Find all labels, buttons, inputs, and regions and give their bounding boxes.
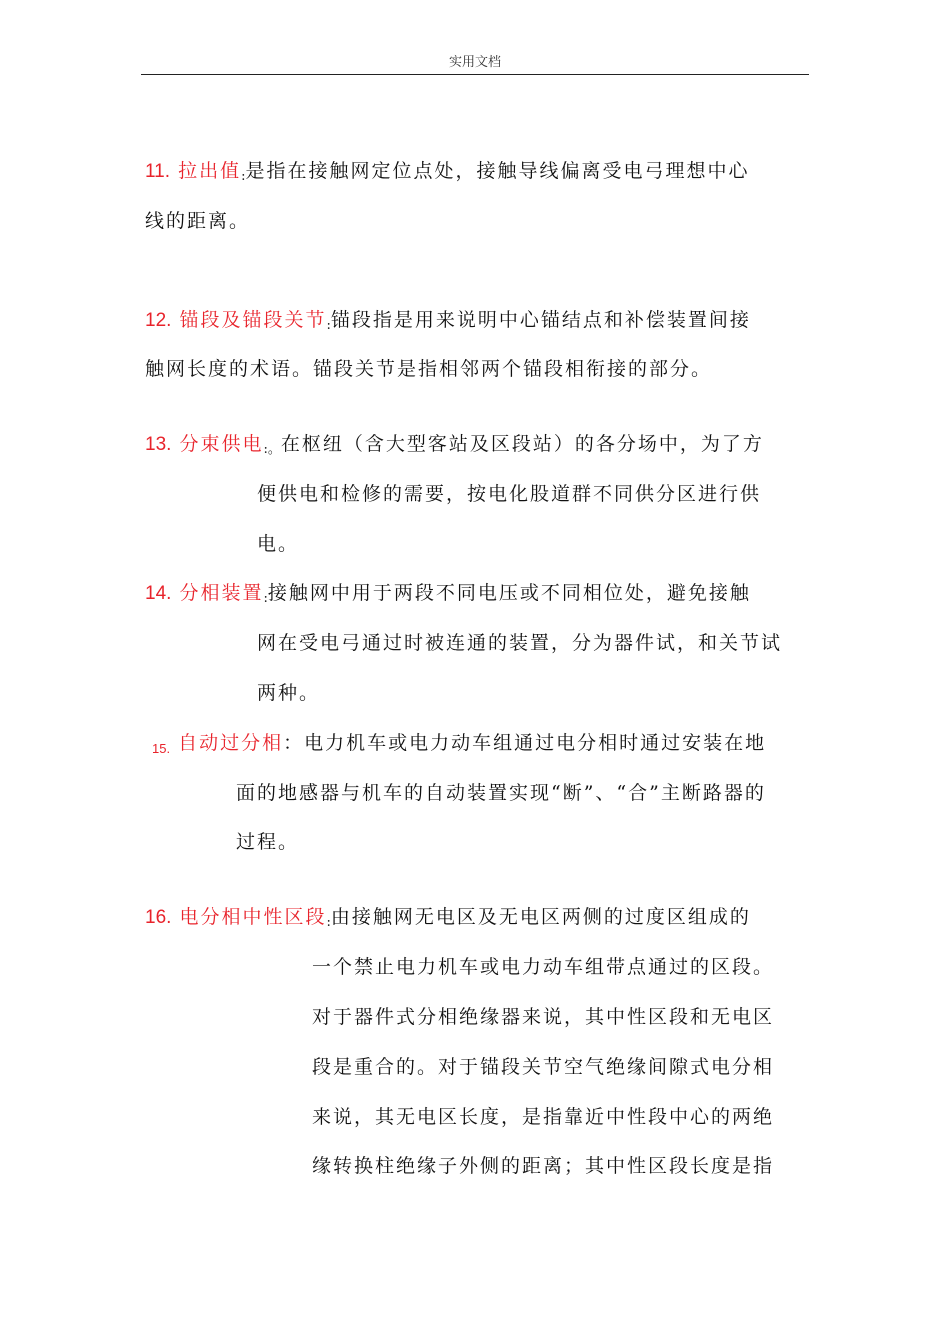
- entry-separator: :: [241, 169, 246, 184]
- entry-text-line: 过程。: [236, 831, 300, 853]
- entry-text-line: 是指在接触网定位点处，接触导线偏离受电弓理想中心: [245, 160, 750, 182]
- entry-separator: ：: [283, 732, 305, 754]
- entry-term: 电分相中性区段: [179, 906, 327, 928]
- entry-term: 锚段及锚段关节: [179, 309, 327, 331]
- entry-separator: :: [326, 915, 331, 930]
- entry-text-line: 接触网中用于两段不同电压或不同相位处，避免接触: [267, 582, 751, 604]
- entry-text-line: 锚段指是用来说明中心锚结点和补偿装置间接: [330, 309, 751, 331]
- entry-text-line: 面的地感器与机车的自动装置实现“断”、“合”主断路器的: [236, 782, 766, 804]
- entry-number: 14.: [145, 583, 172, 604]
- entry-term: 分相装置: [179, 582, 264, 604]
- entry-text-line: 便供电和检修的需要，按电化股道群不同供分区进行供: [257, 483, 762, 505]
- entry-term: 拉出值: [178, 160, 242, 182]
- entry-text-line: 两种。: [257, 682, 321, 704]
- entry-separator: :: [263, 591, 268, 606]
- page-header: 实用文档: [141, 56, 809, 75]
- entry-text-line: 一个禁止电力机车或电力动车组带点通过的区段。: [312, 956, 775, 978]
- entry-text-line: 来说，其无电区长度，是指靠近中性段中心的两绝: [312, 1106, 775, 1128]
- entry-text-line: 网在受电弓通过时被连通的装置，分为器件试，和关节试: [257, 632, 783, 654]
- entry-text-line: 电。: [257, 533, 300, 555]
- entry-text-line: 对于器件式分相绝缘器来说，其中性区段和无电区: [312, 1006, 775, 1028]
- entry-separator: :: [326, 318, 331, 333]
- entry-number: 15.: [152, 741, 171, 756]
- entry-text-line: 在枢纽（含大型客站及区段站）的各分场中，为了方: [280, 433, 764, 455]
- entry-text-line: 电力机车或电力动车组通过电分相时通过安装在地: [304, 732, 767, 754]
- entry-separator: :。: [263, 442, 281, 457]
- entry-term: 自动过分相: [178, 732, 284, 754]
- entry-number: 12.: [145, 310, 172, 331]
- entry-number: 11.: [145, 161, 171, 182]
- entry-text-line: 由接触网无电区及无电区两侧的过度区组成的: [330, 906, 751, 928]
- entry-text-line: 线的距离。: [145, 210, 251, 232]
- entry-text-line: 段是重合的。对于锚段关节空气绝缘间隙式电分相: [312, 1056, 775, 1078]
- entry-text-line: 缘转换柱绝缘子外侧的距离；其中性区段长度是指: [312, 1155, 775, 1177]
- entry-term: 分束供电: [179, 433, 264, 455]
- entry-number: 16.: [145, 907, 172, 928]
- entry-text-line: 触网长度的术语。锚段关节是指相邻两个锚段相衔接的部分。: [145, 358, 713, 380]
- entry-number: 13.: [145, 434, 172, 455]
